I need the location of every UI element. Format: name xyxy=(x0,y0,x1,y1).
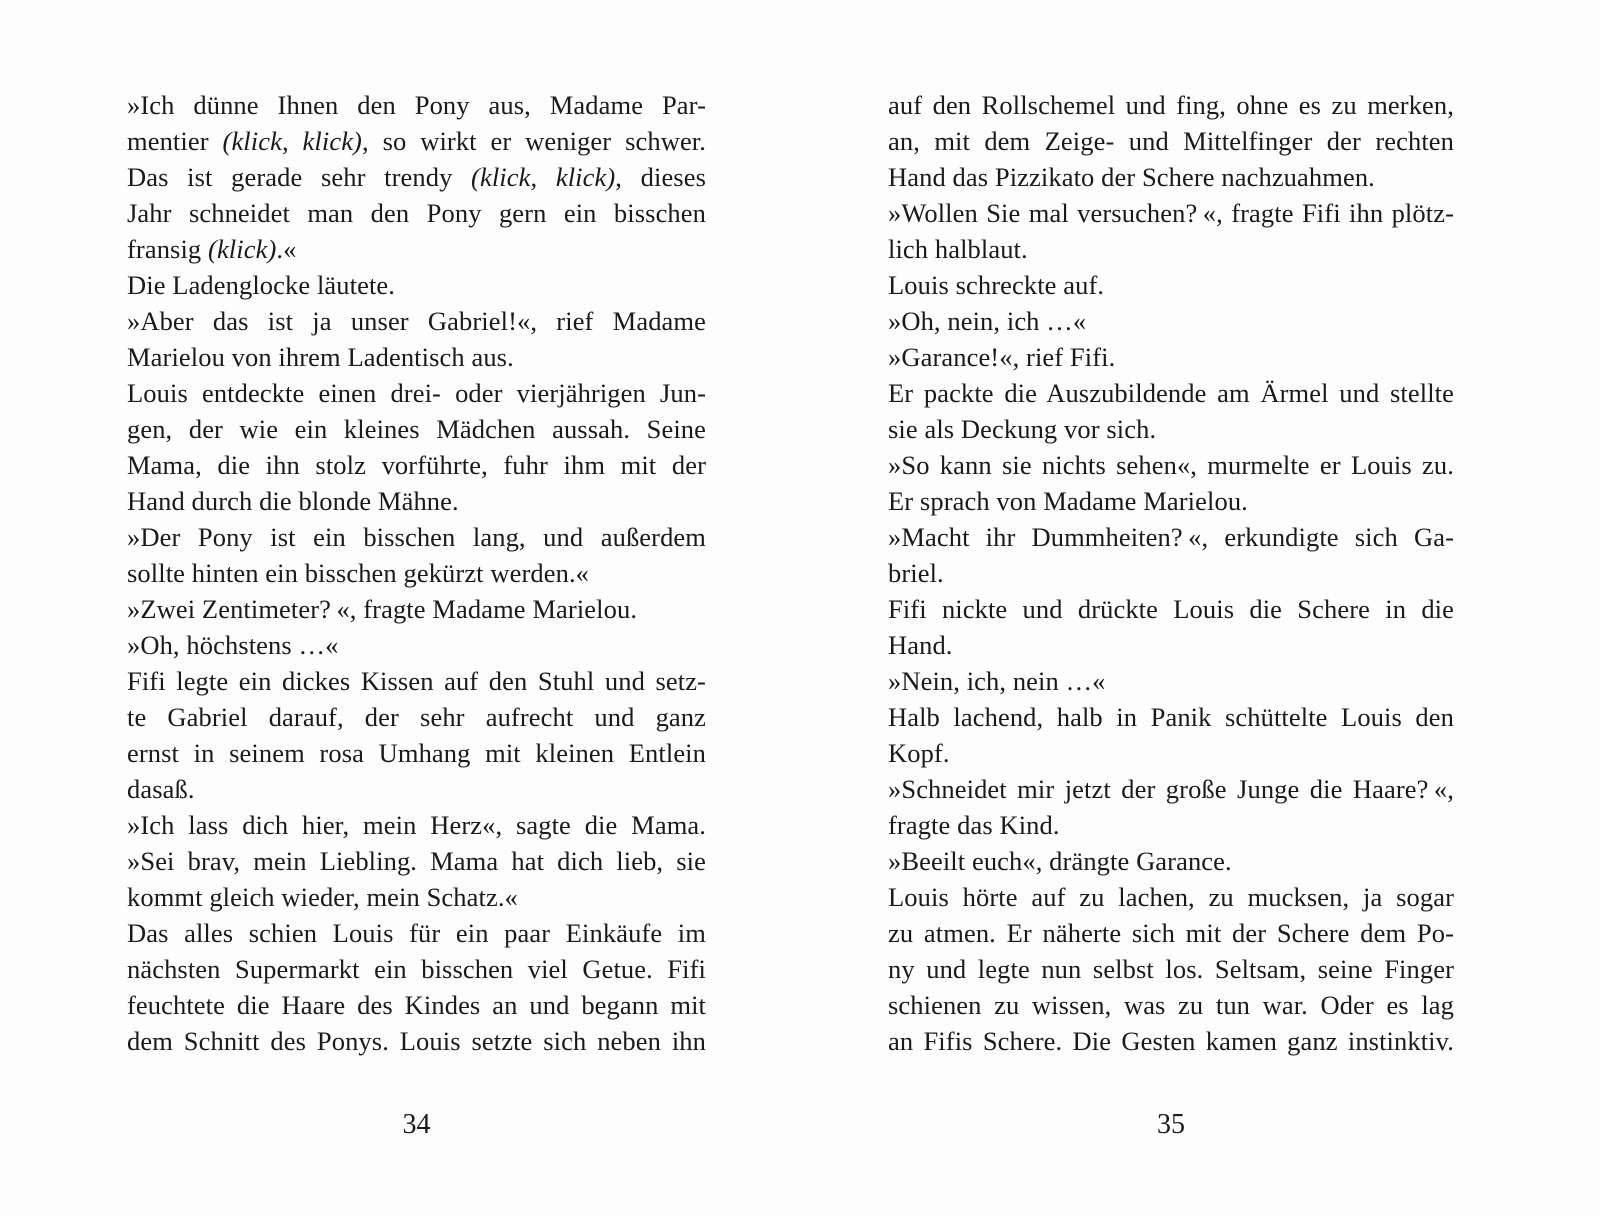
text-segment: Er sprach von Madame Marielou. xyxy=(888,486,1248,516)
italic-text-segment: (klick, klick) xyxy=(222,126,362,156)
text-segment: schienen zu wissen, was zu tun war. Oder es lag xyxy=(888,990,1454,1020)
text-segment: Louis entdeckte einen drei- oder vierjährigen Jun- xyxy=(127,378,706,408)
text-segment: briel. xyxy=(888,558,944,588)
text-line xyxy=(888,195,1454,231)
text-line xyxy=(127,879,706,915)
text-segment: »Wollen Sie mal versuchen? «, fragte Fifi ihn plötz- xyxy=(888,198,1454,228)
text-segment: »Schneidet mir jetzt der große Junge die Haare? «, xyxy=(888,774,1454,804)
text-line xyxy=(127,447,706,483)
text-segment: Das ist gerade sehr trendy xyxy=(127,162,472,192)
text-line xyxy=(127,519,706,555)
text-segment: , dieses xyxy=(615,162,706,192)
text-segment: Mama, die ihn stolz vorführte, fuhr ihm mit der xyxy=(127,450,706,480)
text-segment: »So kann sie nichts sehen«, murmelte er Louis zu. xyxy=(888,450,1454,480)
text-segment: an, mit dem Zeige- und Mittelfinger der rechten xyxy=(888,126,1454,156)
text-line xyxy=(127,87,706,123)
text-segment: .« xyxy=(276,234,297,264)
italic-text-segment: (klick, klick) xyxy=(471,162,616,192)
text-line xyxy=(888,771,1454,807)
text-segment: Fifi nickte und drückte Louis die Schere in die xyxy=(888,594,1454,624)
text-line xyxy=(888,411,1454,447)
text-segment: Kopf. xyxy=(888,738,950,768)
text-segment: »Beeilt euch«, drängte Garance. xyxy=(888,846,1232,876)
text-segment: »Macht ihr Dummheiten? «, erkundigte sich Ga- xyxy=(888,522,1454,552)
text-line xyxy=(127,267,706,303)
text-segment: Das alles schien Louis für ein paar Einkäufe im xyxy=(127,918,706,948)
text-segment: Marielou von ihrem Ladentisch aus. xyxy=(127,342,514,372)
page-number-left: 34 xyxy=(402,1109,431,1140)
text-line xyxy=(127,951,706,987)
text-segment: »Garance!«, rief Fifi. xyxy=(888,342,1116,372)
text-line xyxy=(127,771,706,807)
text-segment: Jahr schneidet man den Pony gern ein bisschen xyxy=(127,198,706,228)
text-segment: Hand. xyxy=(888,630,953,660)
text-line xyxy=(127,231,706,267)
text-line xyxy=(127,195,706,231)
page-number-right: 35 xyxy=(1157,1109,1185,1140)
text-line xyxy=(127,1023,706,1059)
text-segment: zu atmen. Er näherte sich mit der Schere dem Po- xyxy=(888,918,1454,948)
text-segment: »Ich dünne Ihnen den Pony aus, Madame Par- xyxy=(127,90,706,120)
text-segment: Die Ladenglocke läutete. xyxy=(127,270,396,300)
text-segment: »Ich lass dich hier, mein Herz«, sagte die Mama. xyxy=(127,810,706,840)
text-line xyxy=(127,627,706,663)
text-segment: ny und legte nun selbst los. Seltsam, seine Finger xyxy=(888,954,1454,984)
text-segment: Er packte die Auszubildende am Ärmel und stellte xyxy=(888,378,1454,408)
text-segment: Louis hörte auf zu lachen, zu mucksen, ja sogar xyxy=(888,882,1454,912)
text-segment: sollte hinten ein bisschen gekürzt werden.« xyxy=(127,558,590,588)
text-line xyxy=(888,627,1454,663)
text-line xyxy=(127,663,706,699)
left-page-text xyxy=(127,87,706,1059)
text-line xyxy=(888,951,1454,987)
text-line xyxy=(888,519,1454,555)
text-line xyxy=(127,159,706,195)
text-line xyxy=(127,807,706,843)
text-line xyxy=(888,447,1454,483)
text-segment: te Gabriel darauf, der sehr aufrecht und ganz xyxy=(127,702,706,732)
text-line xyxy=(127,555,706,591)
text-line xyxy=(127,915,706,951)
text-line xyxy=(888,555,1454,591)
right-page-text xyxy=(888,87,1454,1059)
text-segment: »Sei brav, mein Liebling. Mama hat dich lieb, sie xyxy=(127,846,706,876)
text-line xyxy=(888,267,1454,303)
text-line xyxy=(888,87,1454,123)
text-line xyxy=(127,123,706,159)
text-line xyxy=(888,843,1454,879)
text-segment: »Nein, ich, nein …« xyxy=(888,666,1106,696)
text-line xyxy=(888,1023,1454,1059)
text-line xyxy=(888,339,1454,375)
text-line xyxy=(888,231,1454,267)
text-line xyxy=(127,303,706,339)
text-segment: nächsten Supermarkt ein bisschen viel Getue. Fifi xyxy=(127,954,706,984)
text-line xyxy=(888,123,1454,159)
text-segment: »Zwei Zentimeter? «, fragte Madame Marielou. xyxy=(127,594,638,624)
text-segment: ernst in seinem rosa Umhang mit kleinen Entlein xyxy=(127,738,706,768)
text-line xyxy=(127,987,706,1023)
text-segment: lich halblaut. xyxy=(888,234,1028,264)
text-segment: fragte das Kind. xyxy=(888,810,1060,840)
text-line xyxy=(127,339,706,375)
text-line xyxy=(888,375,1454,411)
text-segment: »Oh, höchstens …« xyxy=(127,630,339,660)
text-line xyxy=(888,159,1454,195)
text-line xyxy=(888,987,1454,1023)
text-segment: kommt gleich wieder, mein Schatz.« xyxy=(127,882,518,912)
text-segment: gen, der wie ein kleines Mädchen aussah. Seine xyxy=(127,414,706,444)
text-line xyxy=(888,915,1454,951)
text-segment: dem Schnitt des Ponys. Louis setzte sich neben ihn xyxy=(127,1026,706,1056)
text-segment: mentier xyxy=(127,126,223,156)
text-line xyxy=(888,663,1454,699)
text-line xyxy=(127,591,706,627)
text-segment: fransig xyxy=(127,234,209,264)
text-segment: Louis schreckte auf. xyxy=(888,270,1105,300)
text-line xyxy=(888,879,1454,915)
text-line xyxy=(127,735,706,771)
text-segment: Fifi legte ein dickes Kissen auf den Stuhl und setz- xyxy=(127,666,706,696)
text-segment: »Aber das ist ja unser Gabriel!«, rief Madame xyxy=(127,306,706,336)
text-line xyxy=(888,807,1454,843)
text-line xyxy=(888,483,1454,519)
text-line xyxy=(127,843,706,879)
text-segment: »Oh, nein, ich …« xyxy=(888,306,1087,336)
text-line xyxy=(888,591,1454,627)
text-segment: an Fifis Schere. Die Gesten kamen ganz instinktiv. xyxy=(888,1026,1454,1056)
text-line xyxy=(888,735,1454,771)
text-segment: sie als Deckung vor sich. xyxy=(888,414,1157,444)
text-line xyxy=(888,699,1454,735)
text-line xyxy=(888,303,1454,339)
text-segment: Hand durch die blonde Mähne. xyxy=(127,486,459,516)
text-line xyxy=(127,375,706,411)
text-line xyxy=(127,483,706,519)
text-segment: »Der Pony ist ein bisschen lang, und außerdem xyxy=(127,522,706,552)
text-segment: Halb lachend, halb in Panik schüttelte Louis den xyxy=(888,702,1454,732)
text-segment: feuchtete die Haare des Kindes an und begann mit xyxy=(127,990,706,1020)
text-segment: Hand das Pizzikato der Schere nachzuahmen. xyxy=(888,162,1375,192)
text-segment: , so wirkt er weniger schwer. xyxy=(361,126,706,156)
text-segment: auf den Rollschemel und fing, ohne es zu merken, xyxy=(888,90,1454,120)
text-segment: dasaß. xyxy=(127,774,195,804)
text-line xyxy=(127,699,706,735)
italic-text-segment: (klick) xyxy=(208,234,277,264)
text-line xyxy=(127,411,706,447)
